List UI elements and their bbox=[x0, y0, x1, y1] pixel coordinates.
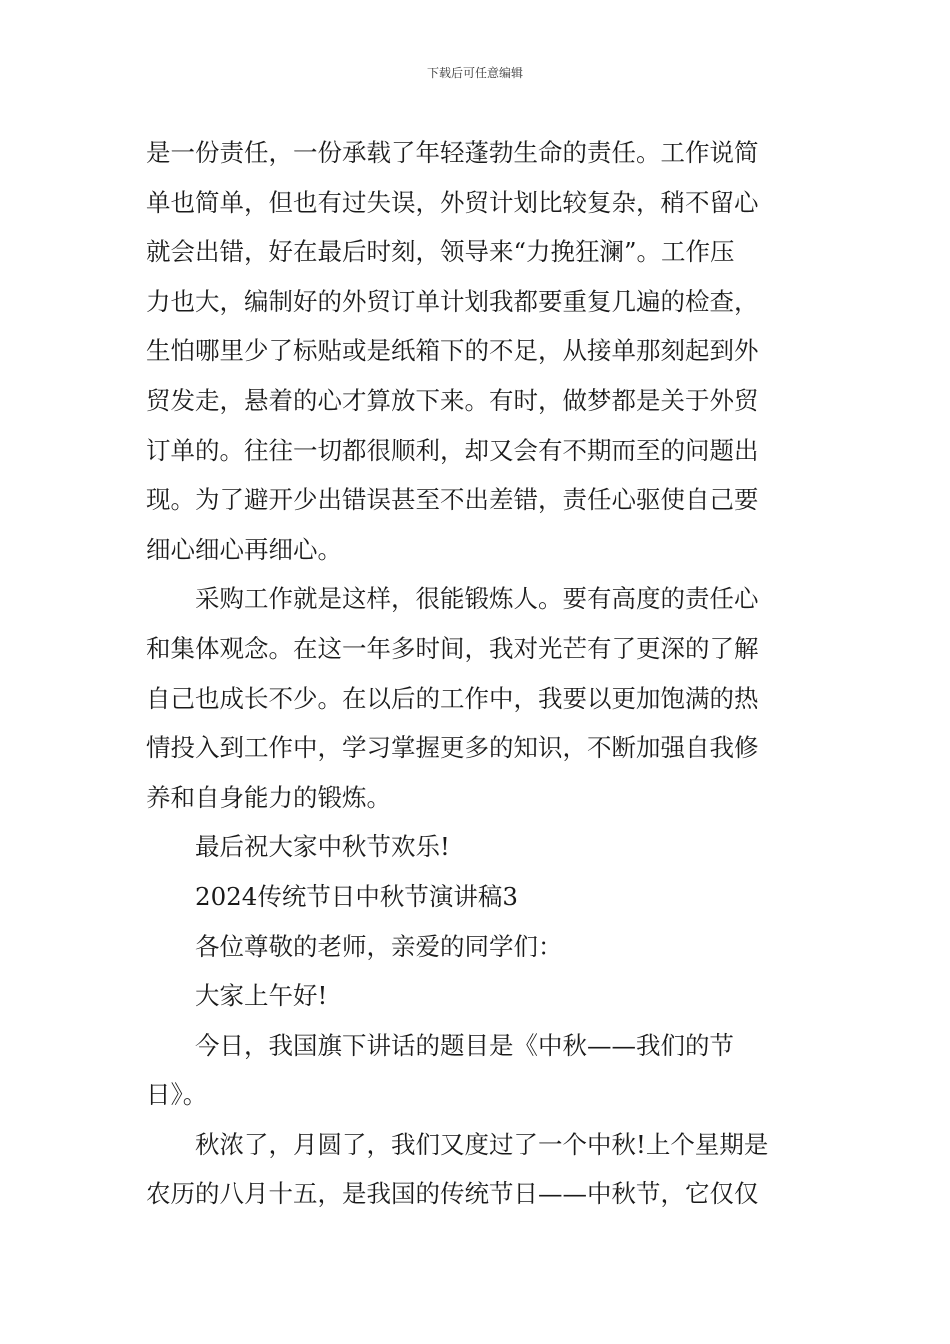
text-line: 力也大，编制好的外贸订单计划我都要重复几遍的检查， bbox=[146, 286, 759, 316]
text-line: 生怕哪里少了标贴或是纸箱下的不足，从接单那刻起到外 bbox=[146, 336, 759, 366]
text-line: 秋浓了，月圆了，我们又度过了一个中秋!上个星期是 bbox=[195, 1129, 769, 1159]
text-line: 情投入到工作中，学习掌握更多的知识，不断加强自我修 bbox=[146, 733, 759, 763]
text-line: 今日，我国旗下讲话的题目是《中秋——我们的节 bbox=[195, 1030, 734, 1060]
text-line: 订单的。往往一切都很顺利，却又会有不期而至的问题出 bbox=[146, 435, 759, 465]
text-line: 单也简单，但也有过失误，外贸计划比较复杂，稍不留心 bbox=[146, 187, 759, 217]
text-line: 现。为了避开少出错误甚至不出差错，责任心驱使自己要 bbox=[146, 485, 759, 515]
text-line: 细心细心再细心。 bbox=[146, 534, 342, 564]
text-line: 采购工作就是这样，很能锻炼人。要有高度的责任心 bbox=[195, 584, 759, 614]
text-line: 日》。 bbox=[146, 1080, 208, 1110]
text-line: 最后祝大家中秋节欢乐! bbox=[195, 832, 450, 862]
text-line: 2024传统节日中秋节演讲稿3 bbox=[195, 881, 518, 911]
text-line: 贸发走，悬着的心才算放下来。有时，做梦都是关于外贸 bbox=[146, 385, 759, 415]
text-line: 各位尊敬的老师，亲爱的同学们： bbox=[195, 931, 563, 961]
text-line: 农历的八月十五，是我国的传统节日——中秋节，它仅仅 bbox=[146, 1179, 759, 1209]
text-line: 是一份责任，一份承载了年轻蓬勃生命的责任。工作说简 bbox=[146, 138, 759, 167]
document-body bbox=[146, 128, 806, 1219]
header-note: 下载后可任意编辑 bbox=[426, 66, 523, 80]
text-line: 养和自身能力的锻炼。 bbox=[146, 782, 391, 812]
text-line: 自己也成长不少。在以后的工作中，我要以更加饱满的热 bbox=[146, 683, 759, 713]
text-line: 和集体观念。在这一年多时间，我对光芒有了更深的了解 bbox=[146, 633, 759, 663]
text-line: 就会出错，好在最后时刻，领导来“力挽狂澜”。工作压 bbox=[146, 237, 735, 267]
text-line: 大家上午好! bbox=[195, 981, 328, 1011]
